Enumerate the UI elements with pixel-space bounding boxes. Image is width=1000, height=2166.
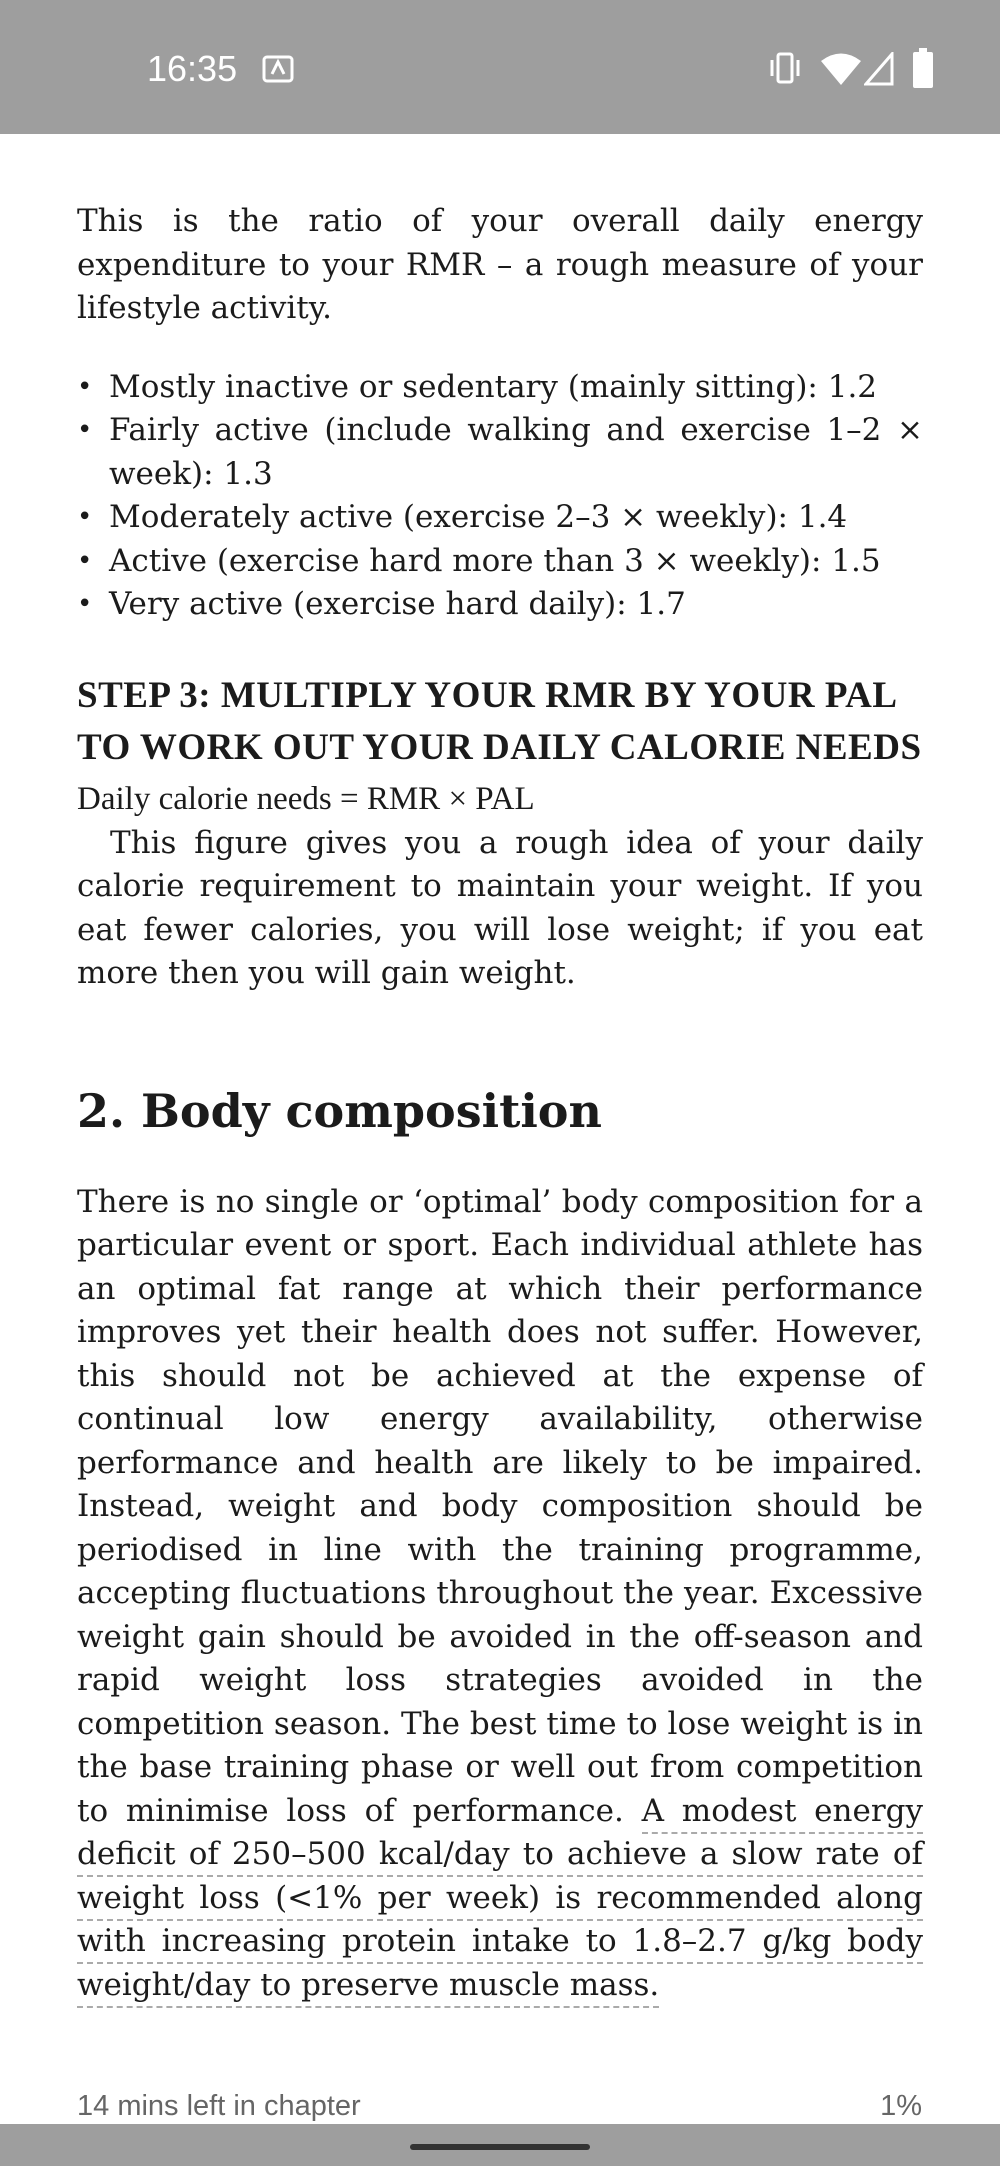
list-item: • Very active (exercise hard daily): 1.7: [77, 583, 923, 627]
figure-paragraph: This figure gives you a rough idea of your daily calorie requirement to maintain your weight. If you eat fewer calories, you will lose weight; if you eat more then you will gain weight.: [77, 824, 923, 991]
time-left-in-chapter: 14 mins left in chapter: [77, 2090, 361, 2122]
navigation-bar: [0, 2124, 1000, 2166]
list-item: • Mostly inactive or sedentary (mainly sitting): 1.2: [77, 366, 923, 410]
intro-paragraph: This is the ratio of your overall daily energy expenditure to your RMR – a rough measure of your lifestyle activity.: [77, 203, 923, 326]
kindle-app-icon: [262, 54, 294, 84]
home-gesture-handle[interactable]: [410, 2144, 590, 2150]
step-heading: STEP 3: MULTIPLY YOUR RMR BY YOUR PAL TO WORK OUT YOUR DAILY CALORIE NEEDS: [77, 674, 922, 768]
reader-content[interactable]: [77, 200, 923, 2007]
status-time: 16:35: [147, 48, 238, 89]
list-item: • Fairly active (include walking and exercise 1–2 × week): 1.3: [77, 409, 923, 496]
activity-level-list: [77, 366, 923, 627]
formula-line: Daily calorie needs = RMR × PAL: [77, 780, 535, 817]
wifi-icon: [821, 52, 861, 86]
status-bar: [0, 0, 1000, 134]
reading-progress: 1%: [880, 2090, 922, 2122]
list-item: • Active (exercise hard more than 3 × weekly): 1.5: [77, 540, 923, 584]
signal-icon: [864, 52, 894, 86]
highlighted-passage[interactable]: A modest energy deficit of 250–500 kcal/day to achieve a slow rate of weight loss (<1% per week) is recommended along with increasing protein intake to 1.8–2.7 g/kg body weight/day to preserve muscle mass.: [77, 1793, 923, 2008]
section-heading: 2. Body composition: [77, 1083, 602, 1138]
body-paragraph: [77, 1181, 923, 2008]
list-item: • Moderately active (exercise 2–3 × weekly): 1.4: [77, 496, 923, 540]
battery-icon: [912, 48, 934, 88]
body-paragraph-text: There is no single or ‘optimal’ body composition for a particular event or sport. Each individual athlete has an optimal fat range at which their performance improves yet their health does not suffer. However, this should not be achieved at the expense of continual low energy availability, otherwise performance and health are likely to be impaired. Instead, weight and body composition should be periodised in line with the training programme, accepting fluctuations throughout the year. Excessive weight gain should be avoided in the off-season and rapid weight loss strategies avoided in the competition season. The best time to lose weight is in the base training phase or well out from competition to minimise loss of performance.: [77, 1183, 923, 1829]
vibrate-icon: [767, 50, 803, 86]
